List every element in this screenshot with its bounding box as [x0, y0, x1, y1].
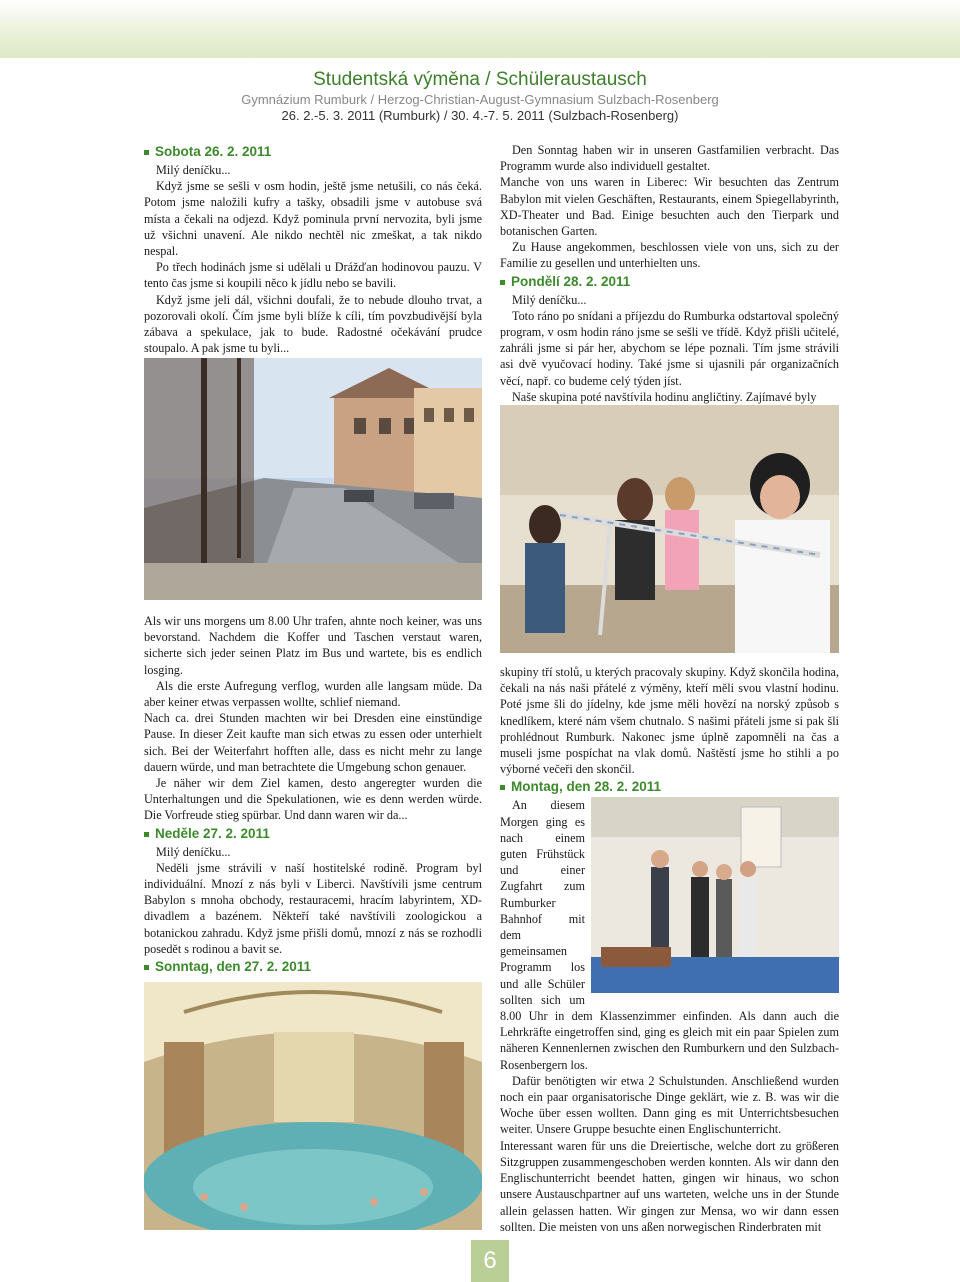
paragraph: Toto ráno po snídani a příjezdu do Rumburka odstartoval společný program, v osm hodin ráno jsme se sešli ve třídě. Když přišli učitelé, zahráli jsme si pár her, abychom se lépe poznali. Tím jsme strávili asi dvě vyučovací hodiny. Také jsme si ujasnili pár organizačních věcí, např. co budeme celý týden jíst.: [500, 308, 839, 388]
paragraph: Den Sonntag haben wir in unseren Gastfamilien verbracht. Das Programm wurde also individuell gestaltet.: [500, 143, 839, 174]
paragraph: Když jsme se sešli v osm hodin, ještě jsme netušili, co nás čeká. Potom jsme naložili kufry a tašky, obsadili jsme v autobuse svá místa a čekali na odjezd. Když pominula první nervozita, byli jsme už všichni unavení. Ale nikdo nechtěl nic zmeškat, a tak nikdo nespal.: [144, 179, 482, 259]
left-bottom-column: [144, 613, 482, 977]
left-top-column: [144, 142, 482, 376]
right-bottom-column: [500, 664, 839, 1235]
page-title: Studentská výměna / Schüleraustausch: [313, 69, 647, 90]
paragraph: Als die erste Aufregung verflog, wurden alle langsam müde. Da aber keiner etwas verpassen wollte, schlief niemand.: [144, 678, 482, 710]
bullet-icon: [144, 832, 149, 837]
section-heading: Sobota 26. 2. 2011: [144, 143, 482, 161]
paragraph: Po třech hodinách jsme si udělali u Drážďan hodinovou pauzu. V tento čas jsme si koupili něco k jídlu nebo se bavili.: [144, 260, 482, 291]
teachers-photo: [591, 797, 839, 993]
paragraph: Nach ca. drei Stunden machten wir bei Dresden eine einstündige Pause. In dieser Zeit kaufte man sich etwas zu essen oder unterhielt sich. Bei der Weiterfahrt hofften alle, dass es nicht mehr zu lange dauern würde, und man betrachtete die Umgebung schon genauer.: [144, 711, 482, 774]
paragraph: Milý deníčku...: [156, 163, 231, 177]
bullet-icon: [500, 280, 505, 285]
paragraph: Milý deníčku...: [512, 292, 587, 307]
paragraph: Je näher wir dem Ziel kamen, desto angeregter wurden die Unterhaltungen und die Spekulationen, wie es denn werden würde. Die Vorfreude stieg spürbar. Und dann waren wir da...: [144, 776, 482, 823]
page-subtitle: Gymnázium Rumburk / Herzog-Christian-August-Gymnasium Sulzbach-Rosenberg: [241, 92, 719, 107]
paragraph: Manche von uns waren in Liberec: Wir besuchten das Zentrum Babylon mit vielen Geschäften, Restaurants, einem Spiegellabyrinth, XD-Theater und Bad. Einige besuchten auch den Tierpark und botanischen Garten.: [500, 175, 839, 239]
right-top-column: [500, 142, 839, 405]
paragraph: Milý deníčku...: [156, 844, 231, 859]
section-heading: Montag, den 28. 2. 2011: [500, 778, 839, 796]
page-dates: 26. 2.-5. 3. 2011 (Rumburk) / 30. 4.-7. 5. 2011 (Sulzbach-Rosenberg): [281, 108, 679, 123]
paragraph: Dafür benötigten wir etwa 2 Schulstunden. Anschließend wurden noch ein paar organisatorische Dinge geklärt, wie z. B. was wir die Woche über essen wollten. Dann ging es mit Unterrichtsbesuchen weiter. Unsere Gruppe besuchte einen Englischunterricht.: [500, 1073, 839, 1137]
page-header: [0, 68, 960, 124]
street-photo: [144, 358, 482, 600]
bullet-icon: [144, 965, 149, 970]
section-heading: Sonntag, den 27. 2. 2011: [144, 958, 482, 976]
paragraph: Naše skupina poté navštívila hodinu angličtiny. Zajímavé byly: [512, 389, 817, 404]
paragraph: Když jsme jeli dál, všichni doufali, že to nebude dlouho trvat, a pozorovali okolí. Čím jsme byli blíže k cíli, tím povzbudivější byla zábava a spekulace, jak to bude. Radostné očekávání prudce stoupalo. A pak jsme tu byli...: [144, 292, 482, 356]
paragraph: Als wir uns morgens um 8.00 Uhr trafen, ahnte noch keiner, was uns bevorstand. Nachdem die Koffer und Taschen verstaut waren, sicherte sich jeder seinen Platz im Bus und wartete, bis es endlich losging.: [144, 614, 482, 677]
section-heading: Pondělí 28. 2. 2011: [500, 273, 839, 291]
paragraph: Zu Hause angekommen, beschlossen viele von uns, sich zu der Familie zu gesellen und unterhielten uns.: [500, 240, 839, 271]
bullet-icon: [144, 150, 149, 155]
bullet-icon: [500, 785, 505, 790]
paragraph: Interessant waren für uns die Dreiertische, welche dort zu größeren Sitzgruppen zusammengeschoben werden konnten. Als wir dann den Englischunterricht beendet hatten, gingen wir hinaus, wo schon unsere Austauschpartner auf uns warteten, welche uns in der Stunde allein gelassen hatten. Wir gingen zur Mensa, wo wir dann essen sollten. Die meisten von uns aßen norwegischen Rinderbraten mit: [500, 1138, 839, 1234]
pool-photo: [144, 982, 482, 1230]
top-banner: [0, 0, 960, 58]
page-number: 6: [471, 1240, 509, 1282]
section-heading: Neděle 27. 2. 2011: [144, 825, 482, 843]
paragraph: An diesem Morgen ging es nach einem guten Frühstück und einer Zugfahrt zum Rumburker Bahnhof mit dem gemeinsamen Programm los und alle Schüler sollten sich um 8.00 Uhr in dem Klassenzimmer einfinden. Als dann auch die Lehrkräfte eingetroffen sind, ging es gleich mit ein paar Spielen zum näheren Kennenlernen zwischen den Rumburkern und den Sulzbach-Rosenbergern los.: [500, 798, 839, 1072]
paragraph: Neděli jsme strávili v naší hostitelské rodině. Program byl individuální. Mnozí z nás byli v Liberci. Navštívili jsme centrum Babylon s mnoha obchody, restauracemi, hracím labyrintem, XD-divadlem a bazénem. Někteří také navštívili zoologickou a botanickou zahradu. Když jsme přišli domů, mnozí z nás se rozhodli posedět s rodinou a bavit se.: [144, 860, 482, 956]
paragraph: skupiny tří stolů, u kterých pracovaly skupiny. Když skončila hodina, čekali na nás naši přátelé z výměny, kteří měli svou vlastní hodinu. Poté jsme šli do jídelny, kde jsme měli hovězí na norský způsob s knedlíkem, které nám všem chutnalo. S našimi přáteli jsme si pak šli prohlédnout Rumburk. Nakonec jsme úplně zapomněli na čas a museli jsme pospíchat na vlak domů. Naštěstí jsme ho stihli a po výborné večeři den skončil.: [500, 665, 839, 777]
classroom-photo: [500, 405, 839, 653]
